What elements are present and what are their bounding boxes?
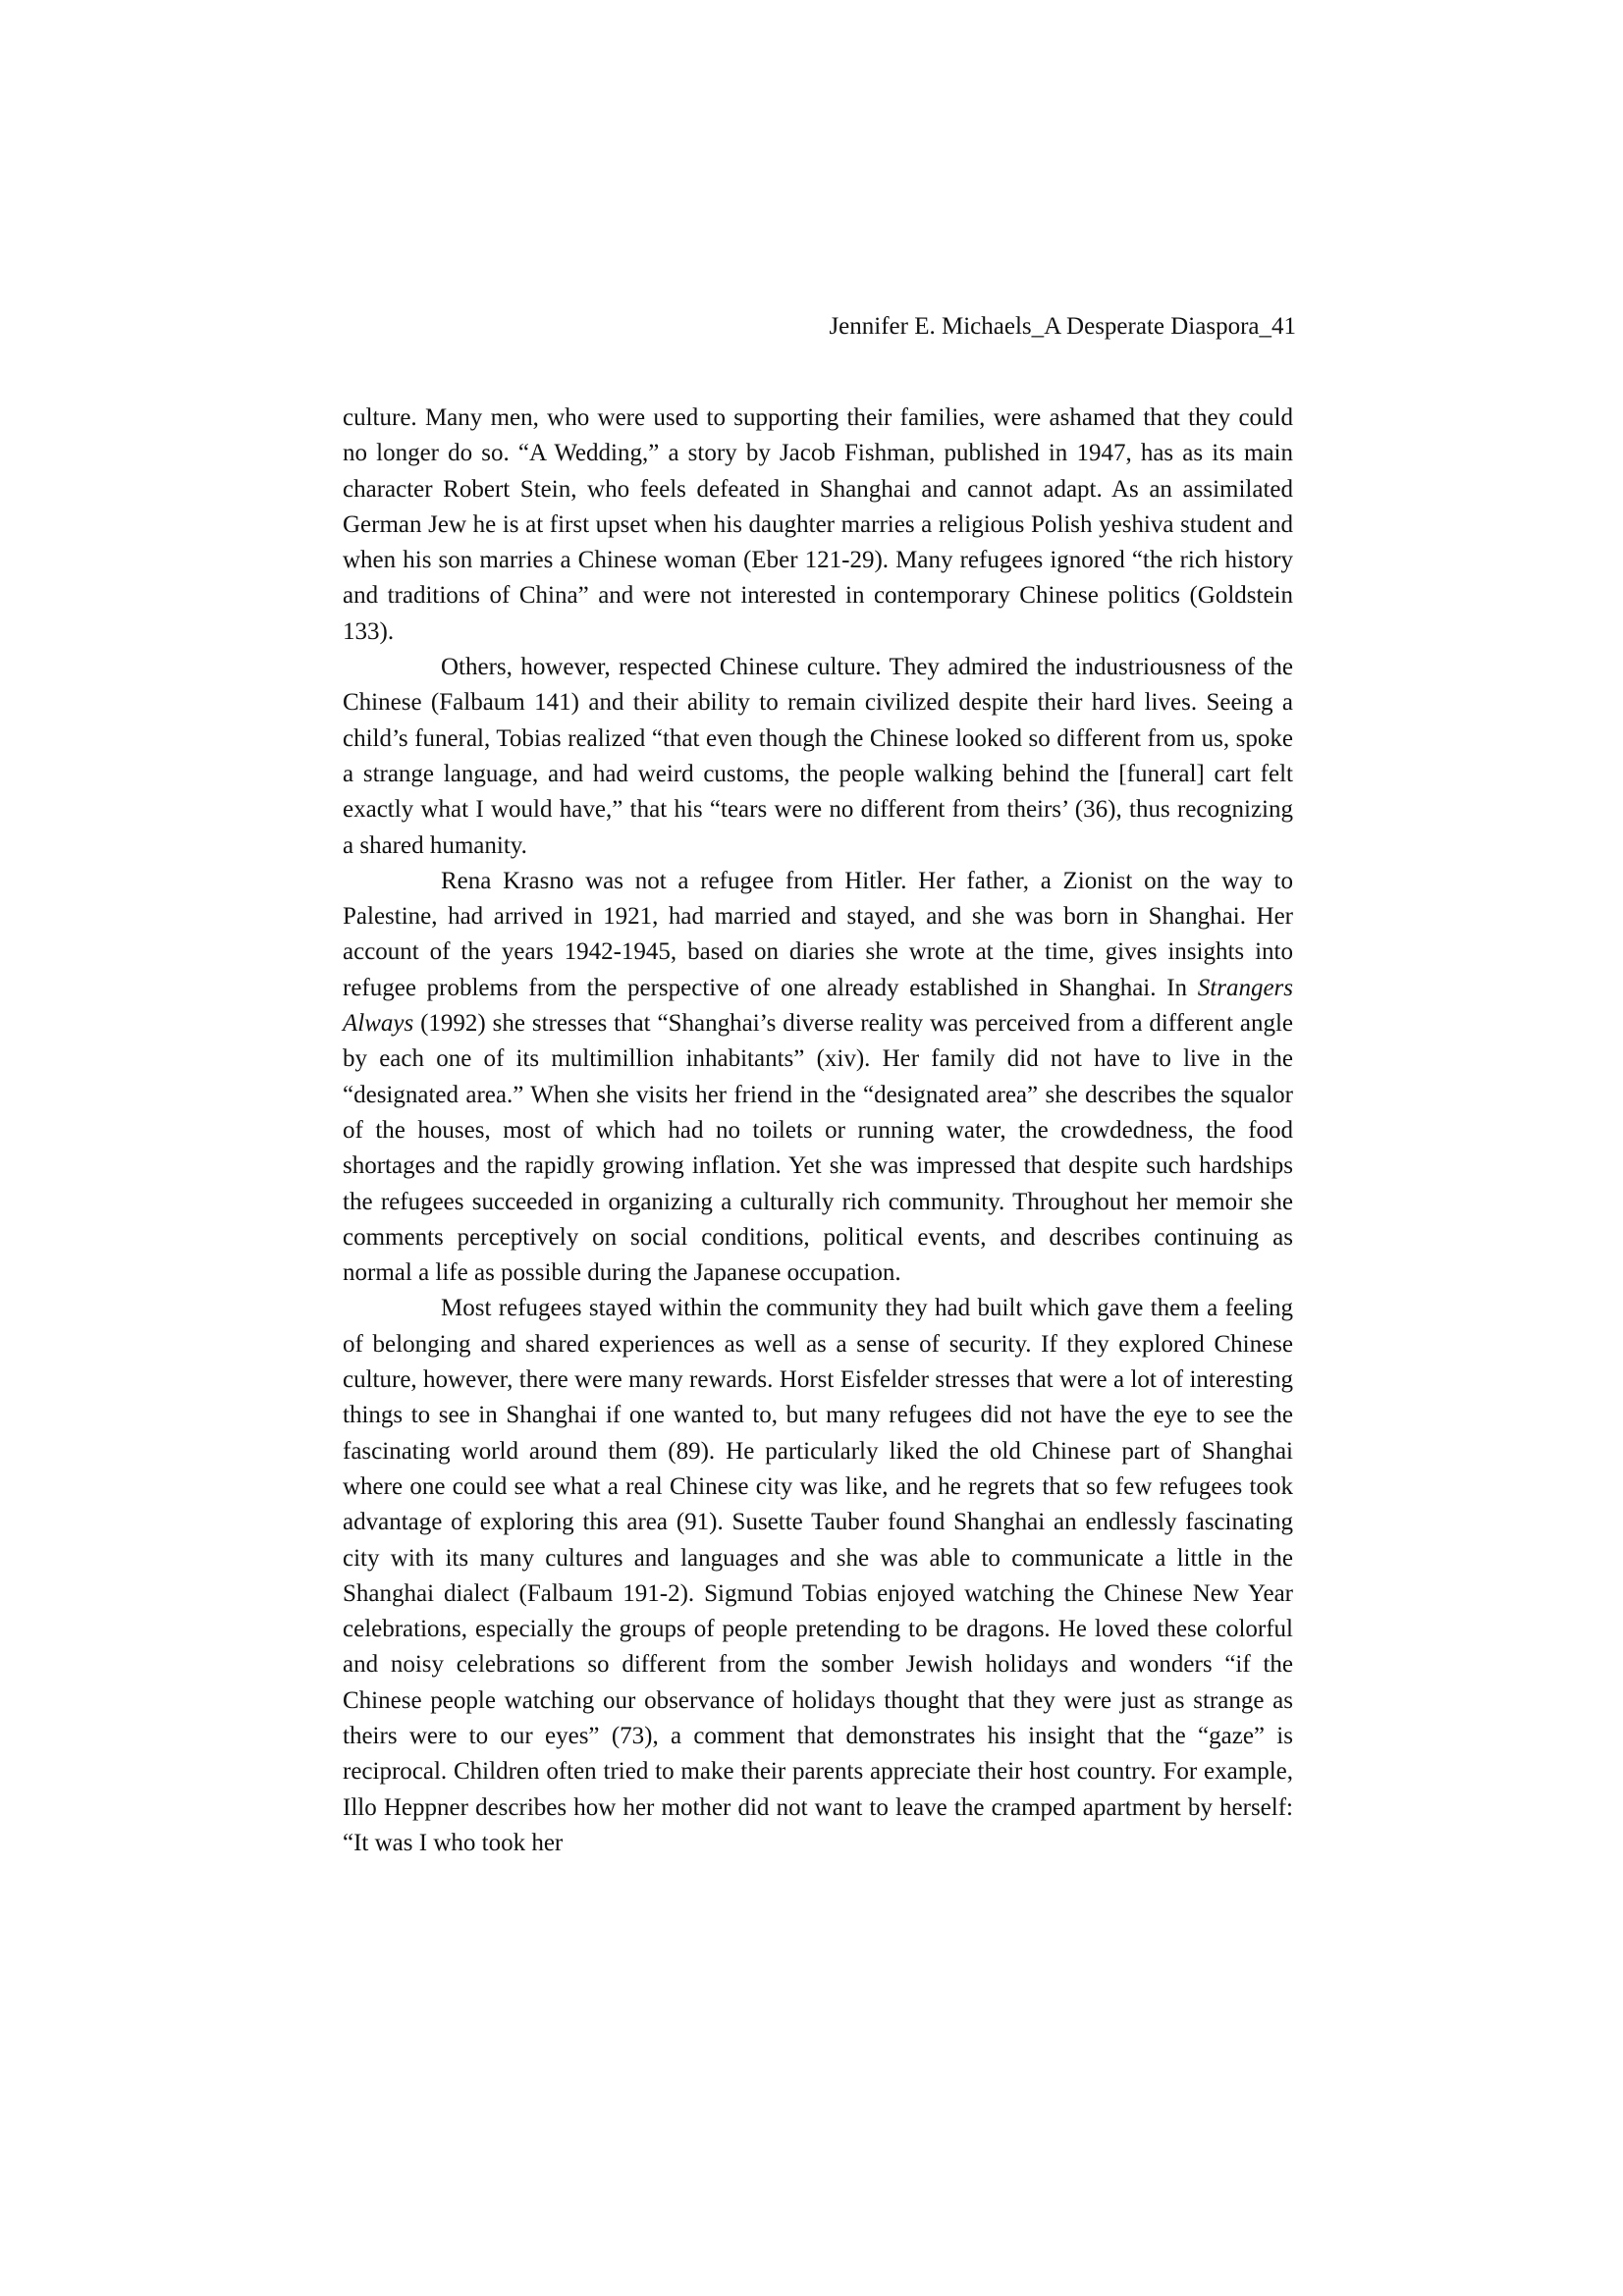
running-header: Jennifer E. Michaels_A Desperate Diaspora_41 xyxy=(829,313,1296,340)
paragraph-3 xyxy=(343,864,1293,1292)
paragraph-3-text-after: (1992) she stresses that “Shanghai’s diverse reality was perceived from a different angle by each one of its multimillion inhabitants” (xiv). Her family did not have to live in the “designated area.” When she visits her friend in the “designated area” she describes the squalor of the houses, most of which had no toilets or running water, the crowdedness, the food shortages and the rapidly growing inflation. Yet she was impressed that despite such hardships the refugees succeeded in organizing a culturally rich community. Throughout her memoir she comments perceptively on social conditions, political events, and describes continuing as normal a life as possible during the Japanese occupation. xyxy=(343,1010,1293,1287)
paragraph-3-text-before: Rena Krasno was not a refugee from Hitler. Her father, a Zionist on the way to Palestine, had arrived in 1921, had married and stayed, and she was born in Shanghai. Her account of the years 1942-1945, based on diaries she wrote at the time, gives insights into refugee problems from the perspective of one already established in Shanghai. In xyxy=(343,867,1293,1001)
paragraph-4: Most refugees stayed within the community they had built which gave them a feeling of belonging and shared experiences as well as a sense of security. If they explored Chinese culture, however, there were many rewards. Horst Eisfelder stresses that were a lot of interesting things to see in Shanghai if one wanted to, but many refugees did not have the eye to see the fascinating world around them (89). He particularly liked the old Chinese part of Shanghai where one could see what a real Chinese city was like, and he regrets that so few refugees took advantage of exploring this area (91). Susette Tauber found Shanghai an endlessly fascinating city with its many cultures and languages and she was able to communicate a little in the Shanghai dialect (Falbaum 191-2). Sigmund Tobias enjoyed watching the Chinese New Year celebrations, especially the groups of people pretending to be dragons. He loved these colorful and noisy celebrations so different from the somber Jewish holidays and wonders “if the Chinese people watching our observance of holidays thought that they were just as strange as theirs were to our eyes” (73), a comment that demonstrates his insight that the “gaze” is reciprocal. Children often tried to make their parents appreciate their host country. For example, Illo Heppner describes how her mother did not want to leave the cramped apartment by herself: “It was I who took her xyxy=(343,1295,1293,1856)
paragraph-2: Others, however, respected Chinese culture. They admired the industriousness of the Chinese (Falbaum 141) and their ability to remain civilized despite their hard lives. Seeing a child’s funeral, Tobias realized “that even though the Chinese looked so different from us, spoke a strange language, and had weird customs, the people walking behind the [funeral] cart felt exactly what I would have,” that his “tears were no different from theirs’ (36), thus recognizing a shared humanity. xyxy=(343,654,1293,859)
body-text xyxy=(343,400,1293,1861)
paragraph-1: culture. Many men, who were used to supporting their families, were ashamed that they could no longer do so. “A Wedding,” a story by Jacob Fishman, published in 1947, has as its main character Robert Stein, who feels defeated in Shanghai and cannot adapt. As an assimilated German Jew he is at first upset when his daughter marries a religious Polish yeshiva student and when his son marries a Chinese woman (Eber 121-29). Many refugees ignored “the rich history and traditions of China” and were not interested in contemporary Chinese politics (Goldstein 133). xyxy=(343,404,1293,645)
book-title-strangers-always: Strangers Always xyxy=(343,974,1293,1038)
